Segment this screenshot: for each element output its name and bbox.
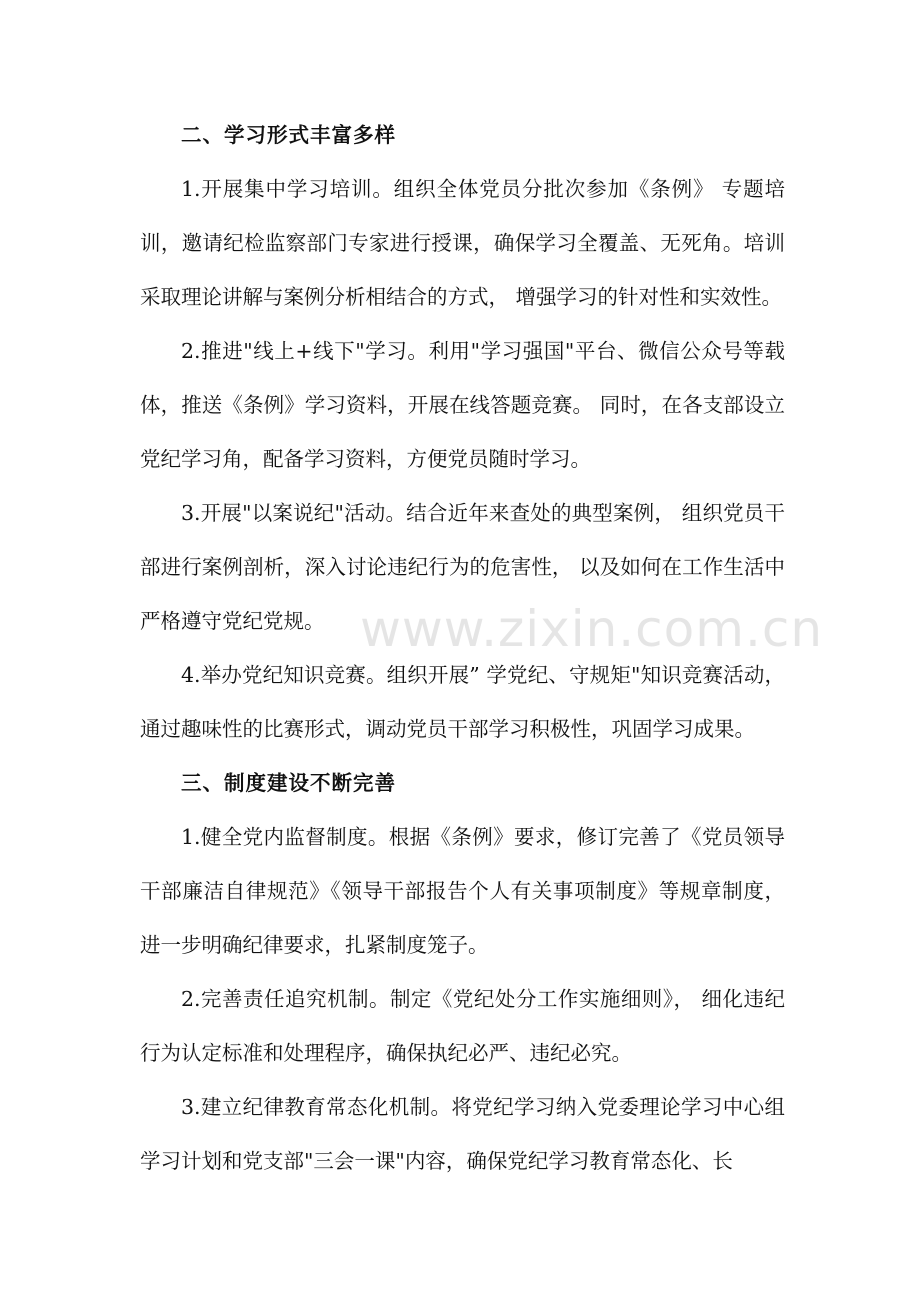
section-heading: 二、学习形式丰富多样 bbox=[181, 123, 396, 147]
section-heading: 三、制度建设不断完善 bbox=[181, 771, 396, 795]
paragraph: 3.开展"以案说纪"活动。结合近年来查处的典型案例， 组织党员干部进行案例剖析，深入讨论违纪行为的危害性， 以及如何在工作生活中严格遵守党纪党规。 bbox=[140, 501, 785, 633]
paragraph: 1.健全党内监督制度。根据《条例》要求，修订完善了《党员领导干部廉洁自律规范》《领导干部报告个人有关事项制度》等规章制度，进一步明确纪律要求，扎紧制度笼子。 bbox=[140, 825, 785, 957]
paragraph: 1.开展集中学习培训。组织全体党员分批次参加《条例》 专题培训，邀请纪检监察部门专家进行授课，确保学习全覆盖、无死角。培训采取理论讲解与案例分析相结合的方式， 增强学习的针对性和实效性。 bbox=[140, 177, 785, 309]
paragraph: 2.完善责任追究机制。制定《党纪处分工作实施细则》， 细化违纪行为认定标准和处理程序，确保执纪必严、违纪必究。 bbox=[140, 987, 785, 1065]
paragraph: 2.推进"线上+线下"学习。利用"学习强国"平台、微信公众号等载体，推送《条例》学习资料，开展在线答题竞赛。 同时，在各支部设立党纪学习角，配备学习资料，方便党员随时学习。 bbox=[140, 339, 785, 471]
watermark: www.zixin.com.cn bbox=[360, 600, 824, 658]
paragraph: 3.建立纪律教育常态化机制。将党纪学习纳入党委理论学习中心组学习计划和党支部"三会一课"内容，确保党纪学习教育常态化、长 bbox=[140, 1095, 785, 1173]
paragraph: 4.举办党纪知识竞赛。组织开展” 学党纪、守规矩"知识竞赛活动，通过趣味性的比赛形式，调动党员干部学习积极性，巩固学习成果。 bbox=[140, 663, 785, 741]
